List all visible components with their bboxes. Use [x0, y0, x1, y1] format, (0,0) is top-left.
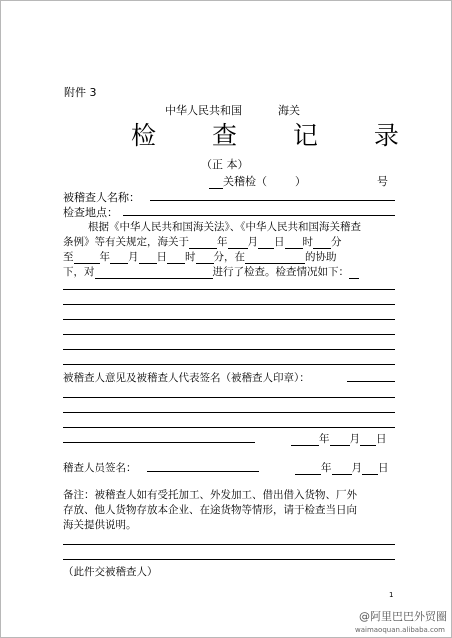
page-number: 1 [389, 591, 394, 599]
watermark-text: @阿里巴巴外贸圈 [359, 610, 447, 623]
watermark-url: waimaoquan.alibaba.com [354, 626, 445, 634]
opinion-line-3 [63, 427, 395, 428]
inspector-line [147, 471, 259, 472]
footer-note: （此件交被稽查人） [63, 566, 158, 578]
location-line [123, 215, 395, 216]
document-number-suffix: 号 [377, 175, 388, 188]
inspection-line-5 [63, 349, 395, 350]
opinion-line-2 [63, 412, 395, 413]
signature-line [63, 442, 255, 443]
paragraph-line-3: 至 年 月 日 时 分，在 的协助 [63, 251, 337, 263]
attachment-label: 附件 3 [64, 86, 97, 99]
inspection-line-6 [63, 364, 395, 365]
inspector-label: 稽查人员签名： [63, 462, 137, 474]
paragraph-line-1: 根据《中华人民共和国海关法》、《中华人民共和国海关稽查 [88, 221, 361, 233]
issuer-country: 中华人民共和国 [165, 104, 242, 117]
opinion-label: 被稽查人意见及被稽查人代表签名（被稽查人印章）： [63, 372, 310, 384]
note-line-blank-2 [63, 559, 395, 560]
page-title: 检 查 记 录 [131, 121, 423, 150]
opinion-line-0 [347, 381, 395, 382]
opinion-line-1 [63, 397, 395, 398]
signature-date: 年 月 日 [291, 431, 387, 446]
copy-label: （正 本） [201, 158, 249, 171]
issuer-customs-suffix: 海关 [278, 104, 300, 117]
note-line-2: 存放、他人货物存放本企业、在途货物等情形，请于检查当日向 [63, 504, 357, 516]
inspection-line-1 [63, 289, 395, 290]
note-line-blank-1 [63, 544, 395, 545]
paragraph-line-4: 下，对 进行了检查。检查情况如下： [63, 264, 359, 279]
note-line-3: 海关提供说明。 [63, 519, 137, 531]
inspection-line-4 [63, 334, 395, 335]
inspection-line-2 [63, 304, 395, 305]
inspected-name-label: 被稽查人名称： [63, 191, 140, 204]
inspection-line-3 [63, 319, 395, 320]
note-line-1: 备注：被稽查人如有受托加工、外发加工、借出借入货物、厂外 [63, 489, 357, 501]
document-number: 关稽检（ ） [209, 173, 306, 189]
inspected-name-line [150, 200, 395, 201]
paragraph-line-2: 条例》等有关规定，海关于 年 月 日 时 分 [63, 236, 342, 248]
inspector-date: 年 月 日 [295, 460, 389, 475]
location-label: 检查地点： [63, 206, 118, 219]
